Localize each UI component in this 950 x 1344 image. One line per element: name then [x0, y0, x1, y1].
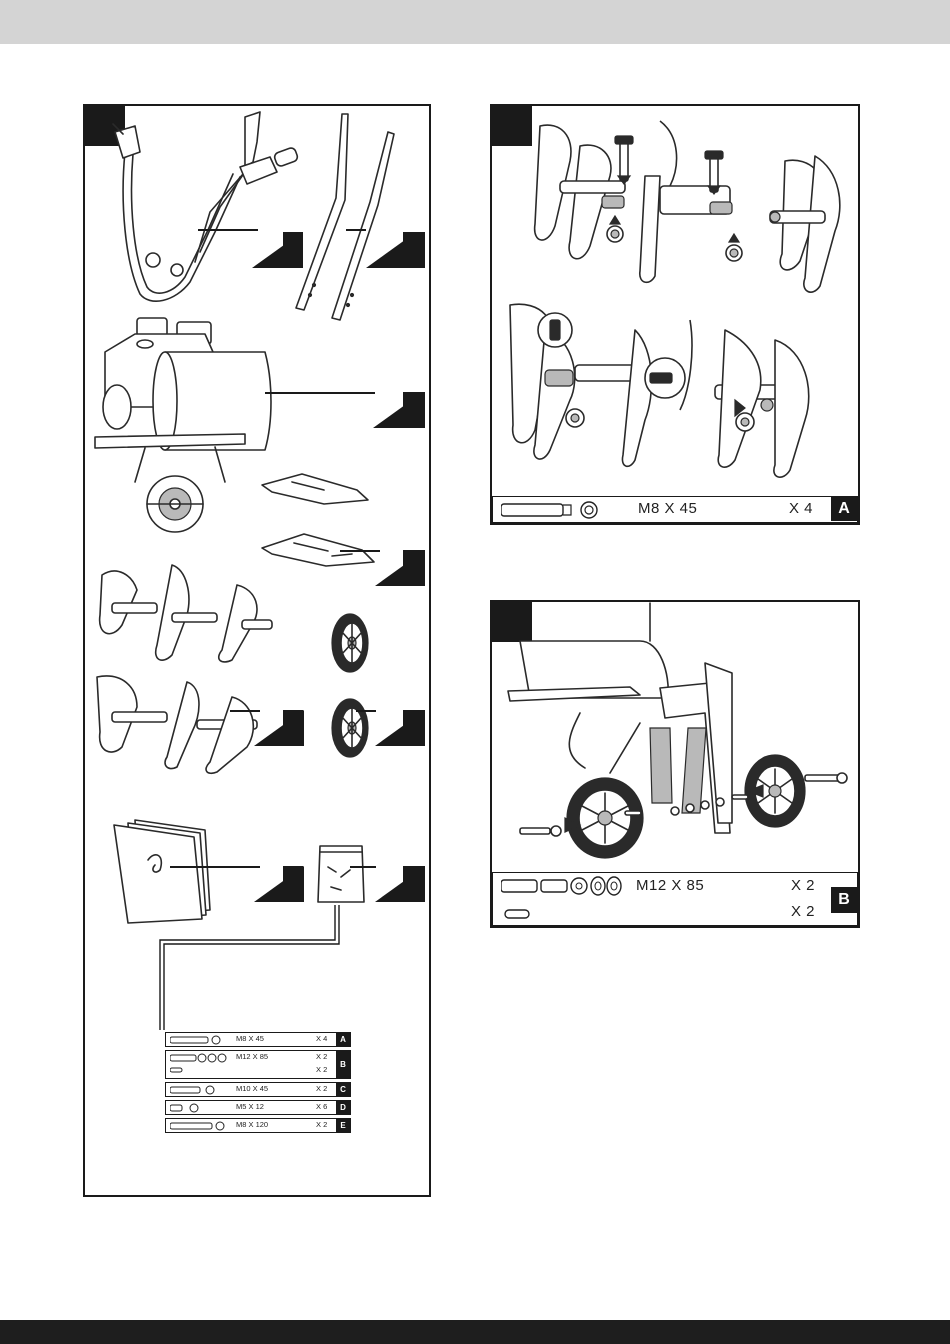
hardware-qty: X 2 — [316, 1120, 328, 1129]
wheel-illustration — [328, 697, 372, 759]
leader-line — [198, 229, 258, 231]
hardware-size: M8 X 45 — [236, 1034, 264, 1043]
hardware-letter: E — [336, 1119, 350, 1132]
hardware-bar-a — [492, 496, 858, 523]
callout-label — [283, 710, 303, 746]
hardware-letter: C — [336, 1083, 350, 1096]
hardware-size: M8 X 45 — [638, 500, 698, 517]
leader-line — [170, 866, 260, 868]
hardware-qty: X 2 — [791, 877, 816, 894]
handle-tubes-illustration — [290, 110, 410, 325]
hardware-row — [165, 1118, 351, 1133]
hardware-row — [165, 1050, 351, 1079]
hardware-row — [165, 1032, 351, 1047]
footer-band — [0, 1320, 950, 1344]
hardware-size: M5 X 12 — [236, 1102, 264, 1111]
leader-line — [356, 710, 376, 712]
callout-label — [403, 550, 425, 586]
connector-line — [155, 905, 345, 1035]
hardware-row — [165, 1100, 351, 1115]
leader-line — [350, 866, 376, 868]
hardware-qty: X 2 — [791, 903, 816, 920]
hardware-letter: A — [336, 1033, 350, 1046]
tine-assembly-lower-illustration — [505, 300, 845, 490]
hardware-size: M12 X 85 — [236, 1052, 269, 1061]
hardware-qty: X 2 — [316, 1052, 328, 1061]
leader-line — [340, 550, 380, 552]
hardware-size: M12 X 85 — [636, 877, 705, 894]
tines-illustration — [92, 565, 292, 675]
hardware-letter: B — [831, 887, 857, 913]
tine-assembly-upper-illustration — [520, 116, 855, 296]
hardware-bar-b — [492, 872, 858, 926]
hardware-letter: D — [336, 1101, 350, 1114]
callout-label — [283, 866, 303, 902]
hardware-qty: X 4 — [789, 500, 814, 517]
callout-label — [403, 710, 425, 746]
hardware-qty: X 6 — [316, 1102, 328, 1111]
hardware-bag-illustration — [316, 842, 366, 907]
hardware-letter: A — [831, 497, 857, 521]
wheel-illustration — [328, 612, 372, 674]
engine-illustration — [95, 312, 285, 542]
callout-label — [403, 866, 425, 902]
leader-line — [346, 229, 366, 231]
hardware-qty: X 2 — [316, 1084, 328, 1093]
handlebar-illustration — [95, 112, 305, 312]
hardware-row — [165, 1082, 351, 1097]
hardware-qty: X 4 — [316, 1034, 328, 1043]
hardware-size: M8 X 120 — [236, 1120, 269, 1129]
hardware-letter: B — [336, 1051, 350, 1078]
callout-label — [403, 392, 425, 428]
shield-illustration — [262, 470, 372, 510]
callout-label — [403, 232, 425, 268]
header-band — [0, 0, 950, 44]
hardware-size: M10 X 45 — [236, 1084, 269, 1093]
hardware-qty: X 2 — [316, 1065, 328, 1074]
wheel-assembly-illustration — [500, 603, 855, 868]
leader-line — [265, 392, 375, 394]
